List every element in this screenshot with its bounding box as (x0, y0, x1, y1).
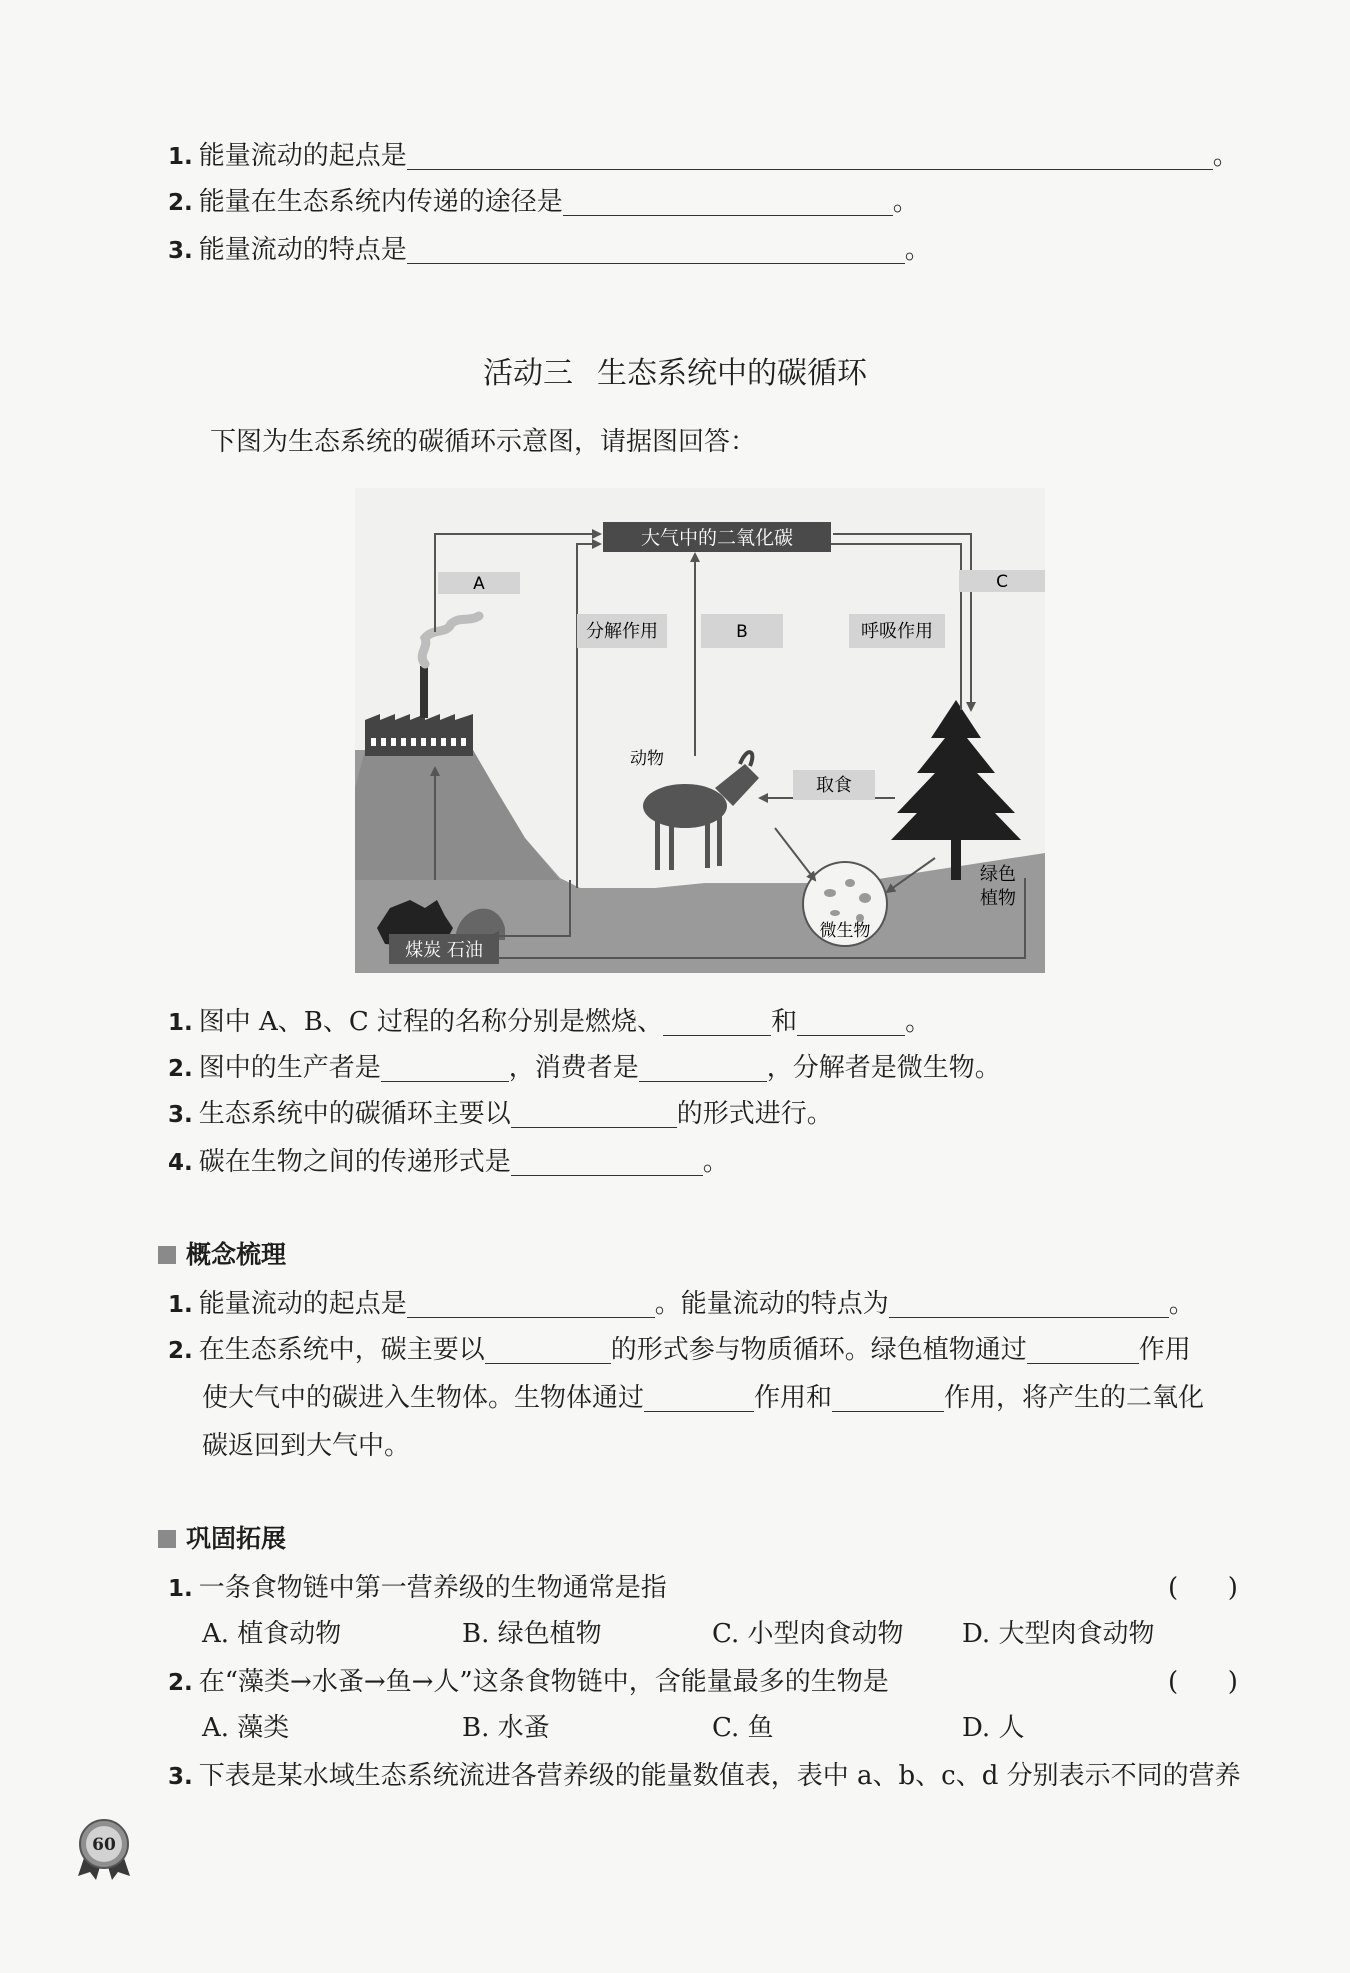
question-number: 1. (168, 1010, 193, 1036)
punctuation: 。 (904, 235, 931, 265)
question-number: 3. (168, 1764, 193, 1790)
atmosphere-label: 大气中的二氧化碳 (640, 527, 794, 549)
label-c: C (996, 572, 1008, 592)
answer-blank[interactable] (832, 1383, 944, 1412)
question-text: 作用，将产生的二氧化 (944, 1383, 1205, 1413)
extension-heading (158, 1522, 286, 1556)
question-text: 能量流动的起点是 (198, 141, 407, 171)
question-text: 的形式参与物质循环。绿色植物通过 (610, 1335, 1027, 1365)
question-number: 3. (168, 1102, 193, 1128)
concept-question-1 (168, 1286, 1195, 1323)
activity-intro: 下图为生态系统的碳循环示意图，请据图回答： (210, 427, 757, 457)
label-a: A (473, 574, 485, 594)
extension-question-2 (168, 1664, 889, 1701)
page-number-badge (76, 1818, 132, 1880)
carbon-cycle-diagram (355, 488, 1045, 973)
question-text: 的形式进行。 (676, 1099, 833, 1129)
punctuation: 。 (1168, 1289, 1195, 1319)
activity-name: 生态系统中的碳循环 (597, 356, 867, 391)
concept-question-2-line-2 (202, 1380, 1204, 1416)
activity-number: 活动三 (483, 356, 573, 391)
question-text: ，分解者是微生物。 (766, 1053, 1001, 1083)
question-text: 生态系统中的碳循环主要以 (198, 1099, 511, 1129)
question-number: 2. (168, 1670, 193, 1696)
animal-label: 动物 (630, 749, 664, 769)
punctuation: 。 (905, 1007, 932, 1037)
answer-blank[interactable] (511, 1099, 677, 1128)
concept-heading-text: 概念梳理 (186, 1240, 287, 1269)
answer-blank[interactable] (889, 1289, 1169, 1318)
plant-label-1: 绿色 (980, 864, 1016, 885)
answer-blank[interactable] (663, 1007, 771, 1036)
question-text: 能量在生态系统内传递的途径是 (198, 187, 563, 217)
activity-question-3 (168, 1096, 833, 1133)
question-2 (168, 184, 919, 221)
question-number: 2. (168, 190, 193, 216)
option-a[interactable]: A. 植食动物 (202, 1619, 342, 1649)
option-a[interactable]: A. 藻类 (202, 1713, 290, 1743)
option-d[interactable]: D. 人 (962, 1713, 1025, 1743)
question-text: ，消费者是 (508, 1053, 639, 1083)
fossil-label: 煤炭 石油 (405, 940, 483, 961)
answer-blank[interactable] (644, 1383, 754, 1412)
activity-question-4 (168, 1144, 729, 1181)
answer-blank[interactable] (797, 1007, 905, 1036)
answer-blank[interactable] (639, 1053, 767, 1082)
section-square-icon (158, 1246, 176, 1264)
question-text: 使大气中的碳进入生物体。生物体通过 (202, 1383, 645, 1413)
punctuation: 。 (1212, 141, 1239, 171)
answer-blank[interactable] (1027, 1335, 1139, 1364)
option-c[interactable]: C. 小型肉食动物 (712, 1619, 904, 1649)
punctuation: 。 (702, 1147, 729, 1177)
question-1 (168, 138, 1239, 175)
question-number: 4. (168, 1150, 193, 1176)
question-number: 1. (168, 144, 193, 170)
question-text: 图中的生产者是 (198, 1053, 381, 1083)
extension-heading-text: 巩固拓展 (186, 1524, 287, 1553)
question-number: 1. (168, 1576, 193, 1602)
punctuation: 。 (892, 187, 919, 217)
question-3 (168, 232, 931, 269)
answer-blank[interactable] (407, 141, 1213, 170)
answer-blank[interactable] (381, 1053, 509, 1082)
question-number: 2. (168, 1338, 193, 1364)
answer-blank[interactable] (407, 235, 905, 264)
answer-blank[interactable] (485, 1335, 611, 1364)
page-number: 60 (92, 1835, 116, 1855)
question-text: 下表是某水域生态系统流进各营养级的能量数值表，表中 a、b、c、d 分别表示不同的营养 (198, 1761, 1241, 1791)
question-text: 图中 A、B、C 过程的名称分别是燃烧、 (198, 1007, 664, 1037)
concept-heading (158, 1238, 286, 1272)
question-text: 能量流动的特点是 (198, 235, 407, 265)
answer-blank[interactable] (563, 187, 893, 216)
concept-question-2 (168, 1332, 1191, 1369)
option-d[interactable]: D. 大型肉食动物 (962, 1619, 1155, 1649)
extension-question-1 (168, 1570, 667, 1607)
activity-question-1 (168, 1004, 931, 1041)
decompose-label: 分解作用 (586, 621, 658, 642)
question-text: 在生态系统中，碳主要以 (198, 1335, 485, 1365)
extension-question-3 (168, 1758, 1241, 1795)
question-text: 碳在生物之间的传递形式是 (198, 1147, 511, 1177)
option-c[interactable]: C. 鱼 (712, 1713, 774, 1743)
answer-parentheses[interactable]: ( ) (1168, 1573, 1238, 1603)
question-number: 2. (168, 1056, 193, 1082)
answer-blank[interactable] (511, 1147, 703, 1176)
activity-question-2 (168, 1050, 1001, 1087)
label-b: B (736, 622, 748, 642)
question-number: 3. (168, 238, 193, 264)
question-number: 1. (168, 1292, 193, 1318)
question-text: 作用 (1138, 1335, 1191, 1365)
microbe-label: 微生物 (819, 921, 871, 941)
question-text: 和 (771, 1007, 798, 1037)
answer-blank[interactable] (407, 1289, 655, 1318)
question-text: 作用和 (754, 1383, 833, 1413)
activity-title (0, 348, 1350, 392)
respiration-label: 呼吸作用 (861, 621, 933, 642)
question-text: 在“藻类→水蚤→鱼→人”这条食物链中，含能量最多的生物是 (198, 1667, 889, 1697)
answer-parentheses[interactable]: ( ) (1168, 1667, 1238, 1697)
section-square-icon (158, 1530, 176, 1548)
option-b[interactable]: B. 绿色植物 (462, 1619, 602, 1649)
option-b[interactable]: B. 水蚤 (462, 1713, 550, 1743)
question-text: 一条食物链中第一营养级的生物通常是指 (198, 1573, 667, 1603)
concept-question-2-line-3: 碳返回到大气中。 (202, 1431, 411, 1461)
eat-label: 取食 (816, 775, 852, 796)
question-text: 。能量流动的特点为 (654, 1289, 889, 1319)
plant-label-2: 植物 (980, 888, 1016, 909)
question-text: 能量流动的起点是 (198, 1289, 407, 1319)
